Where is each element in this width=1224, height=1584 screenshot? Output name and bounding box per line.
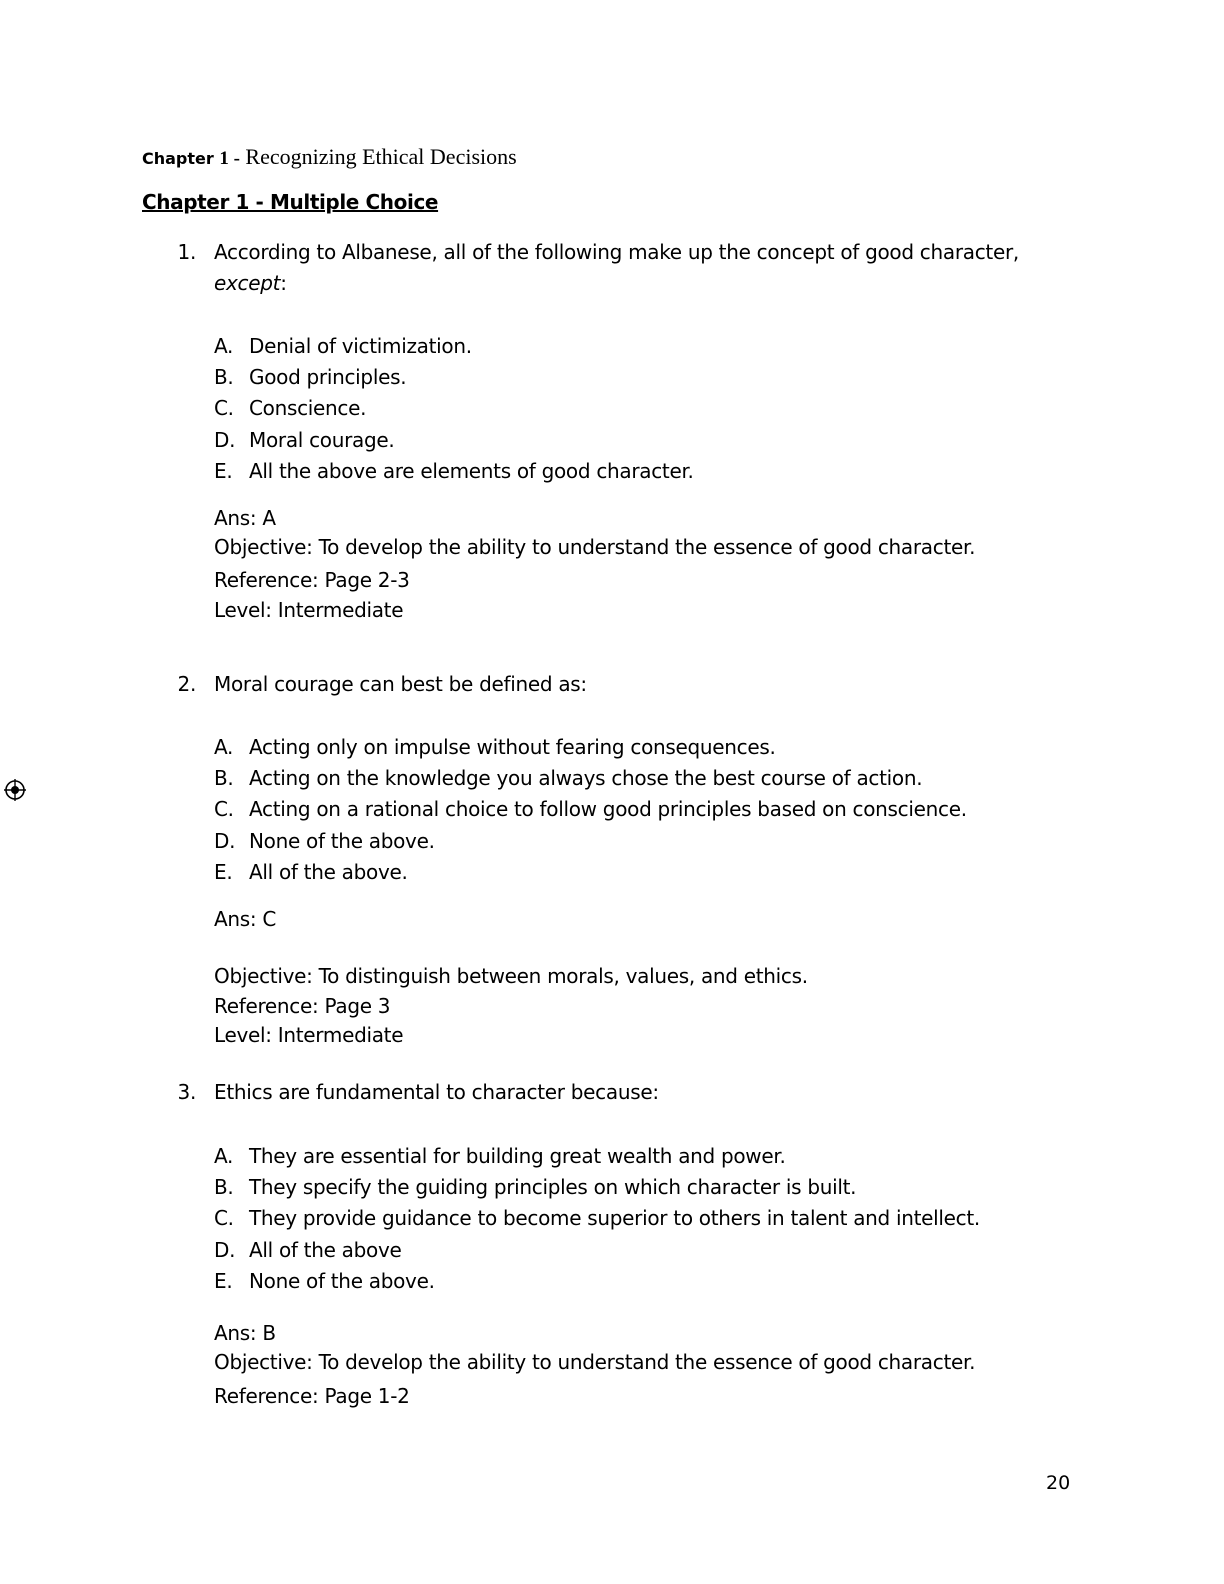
- q2-option-a-text: Acting only on impulse without fearing consequences.: [249, 735, 776, 759]
- q1-option-b-letter: B.: [214, 365, 234, 389]
- q2-option-e-letter: E.: [214, 860, 233, 884]
- question-2-text: Moral courage can best be defined as:: [214, 672, 587, 696]
- q3-reference: Reference: Page 1-2: [214, 1384, 410, 1408]
- q3-option-c-text: They provide guidance to become superior to others in talent and intellect.: [249, 1206, 980, 1230]
- q1-option-e-letter: E.: [214, 459, 233, 483]
- chapter-title-number: 1 -: [219, 148, 240, 169]
- question-1-text-line2: [214, 271, 287, 295]
- q3-option-b-text: They specify the guiding principles on which character is built.: [249, 1175, 857, 1199]
- q3-option-d-text: All of the above: [249, 1238, 402, 1262]
- q2-option-c-letter: C.: [214, 797, 234, 821]
- question-1-number: 1.: [177, 240, 196, 264]
- q3-option-e-text: None of the above.: [249, 1269, 435, 1293]
- q3-option-c-letter: C.: [214, 1206, 234, 1230]
- chapter-title: [142, 143, 517, 173]
- chapter-title-text: Recognizing Ethical Decisions: [239, 144, 517, 169]
- q1-level: Level: Intermediate: [214, 598, 404, 622]
- q1-option-a-letter: A.: [214, 334, 234, 358]
- q1-answer: Ans: A: [214, 506, 276, 530]
- q1-option-c-letter: C.: [214, 396, 234, 420]
- q2-answer: Ans: C: [214, 907, 277, 931]
- q3-objective: Objective: To develop the ability to understand the essence of good character.: [214, 1350, 976, 1374]
- q2-option-a-letter: A.: [214, 735, 234, 759]
- question-1-colon: :: [280, 271, 287, 295]
- q2-reference: Reference: Page 3: [214, 994, 391, 1018]
- page-number: 20: [1046, 1472, 1071, 1494]
- q1-option-d-text: Moral courage.: [249, 428, 395, 452]
- question-1-text: According to Albanese, all of the following make up the concept of good character,: [214, 240, 1019, 264]
- q3-option-b-letter: B.: [214, 1175, 234, 1199]
- q1-objective: Objective: To develop the ability to understand the essence of good character.: [214, 535, 976, 559]
- q2-objective: Objective: To distinguish between morals, values, and ethics.: [214, 964, 808, 988]
- q2-option-c-text: Acting on a rational choice to follow good principles based on conscience.: [249, 797, 967, 821]
- q1-reference: Reference: Page 2-3: [214, 568, 410, 592]
- chapter-title-prefix: Chapter: [142, 149, 220, 168]
- q1-option-c-text: Conscience.: [249, 396, 367, 420]
- question-3-text: Ethics are fundamental to character because:: [214, 1080, 659, 1104]
- question-1-except: except: [214, 271, 281, 295]
- q3-option-a-text: They are essential for building great wealth and power.: [249, 1144, 786, 1168]
- q3-option-a-letter: A.: [214, 1144, 234, 1168]
- question-2-number: 2.: [177, 672, 196, 696]
- q1-option-b-text: Good principles.: [249, 365, 407, 389]
- q1-option-e-text: All the above are elements of good character.: [249, 459, 694, 483]
- q1-option-d-letter: D.: [214, 428, 236, 452]
- q2-option-b-text: Acting on the knowledge you always chose the best course of action.: [249, 766, 923, 790]
- q2-option-e-text: All of the above.: [249, 860, 408, 884]
- q1-option-a-text: Denial of victimization.: [249, 334, 472, 358]
- q3-option-e-letter: E.: [214, 1269, 233, 1293]
- section-heading: Chapter 1 - Multiple Choice: [142, 190, 439, 214]
- question-3-number: 3.: [177, 1080, 196, 1104]
- q3-option-d-letter: D.: [214, 1238, 236, 1262]
- crosshair-target-icon: [3, 778, 27, 802]
- q2-option-d-text: None of the above.: [249, 829, 435, 853]
- q3-answer: Ans: B: [214, 1321, 276, 1345]
- q2-option-b-letter: B.: [214, 766, 234, 790]
- q2-level: Level: Intermediate: [214, 1023, 404, 1047]
- q2-option-d-letter: D.: [214, 829, 236, 853]
